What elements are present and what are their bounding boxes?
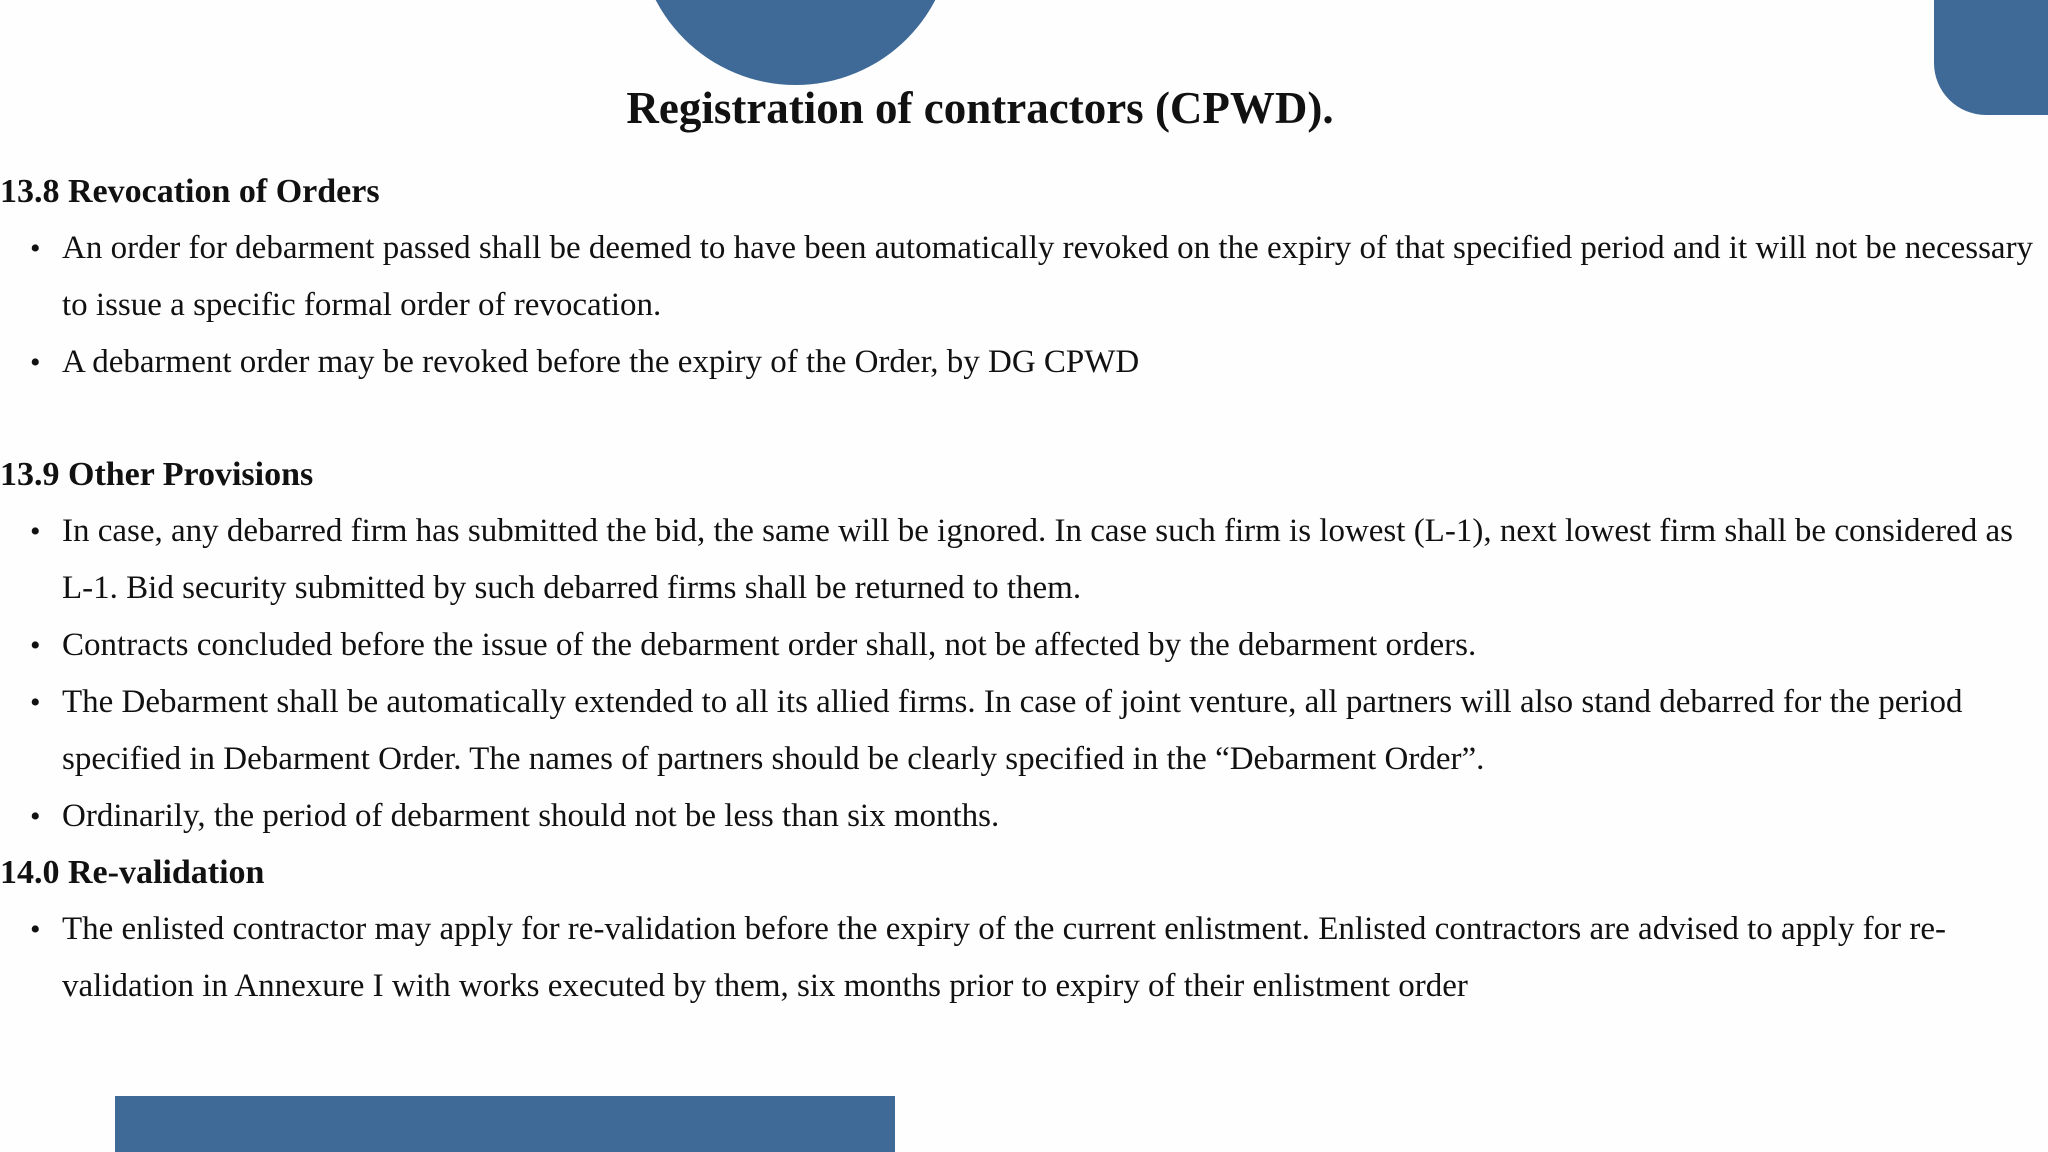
list-item-text: Contracts concluded before the issue of the debarment order shall, not be affected by the debarment orders. bbox=[62, 627, 1477, 663]
slide-content bbox=[0, 164, 2040, 1015]
list-item bbox=[0, 334, 2040, 391]
slide-title: Registration of contractors (CPWD). bbox=[626, 83, 1334, 133]
bullet-list bbox=[0, 503, 2040, 845]
bullet-icon: • bbox=[30, 629, 41, 662]
list-item bbox=[0, 220, 2040, 334]
section-heading: 14.0 Re-validation bbox=[0, 854, 265, 891]
list-item-text: The Debarment shall be automatically extended to all its allied firms. In case of joint venture, all partners will also stand debarred for the period specified in Debarment Order. The names of partners should be clearly specified in the “Debarment Order”. bbox=[62, 684, 1963, 777]
section-re-validation bbox=[0, 845, 2040, 1015]
bullet-icon: • bbox=[30, 913, 41, 946]
section-heading: 13.9 Other Provisions bbox=[0, 456, 314, 493]
section-other-provisions bbox=[0, 447, 2040, 845]
bullet-icon: • bbox=[30, 686, 41, 719]
list-item-text: In case, any debarred firm has submitted the bid, the same will be ignored. In case such firm is lowest (L-1), next lowest firm shall be considered as L-1. Bid security submitted by such debarred firms shall be returned to them. bbox=[62, 513, 2014, 606]
section-revocation-of-orders bbox=[0, 164, 2040, 391]
bullet-list bbox=[0, 220, 2040, 391]
list-item-text: The enlisted contractor may apply for re-validation before the expiry of the current enlistment. Enlisted contractors are advised to apply for re-validation in Annexure I with works executed by them, six months prior to expiry of their enlistment order bbox=[62, 911, 1946, 1004]
decorative-bottom-bar bbox=[115, 1096, 895, 1152]
bullet-list bbox=[0, 901, 2040, 1015]
list-item bbox=[0, 901, 2040, 1015]
list-item-text: An order for debarment passed shall be deemed to have been automatically revoked on the expiry of that specified period and it will not be necessary to issue a specific formal order of revocation. bbox=[62, 230, 2034, 323]
bullet-icon: • bbox=[30, 800, 41, 833]
bullet-icon: • bbox=[30, 346, 41, 379]
section-heading: 13.8 Revocation of Orders bbox=[0, 173, 380, 210]
list-item-text: A debarment order may be revoked before the expiry of the Order, by DG CPWD bbox=[62, 344, 1140, 380]
list-item bbox=[0, 617, 2040, 674]
bullet-icon: • bbox=[30, 232, 41, 265]
list-item bbox=[0, 503, 2040, 617]
list-item-text: Ordinarily, the period of debarment should not be less than six months. bbox=[62, 798, 1000, 834]
list-item bbox=[0, 674, 2040, 788]
decorative-circle bbox=[638, 0, 953, 85]
list-item bbox=[0, 788, 2040, 845]
bullet-icon: • bbox=[30, 515, 41, 548]
